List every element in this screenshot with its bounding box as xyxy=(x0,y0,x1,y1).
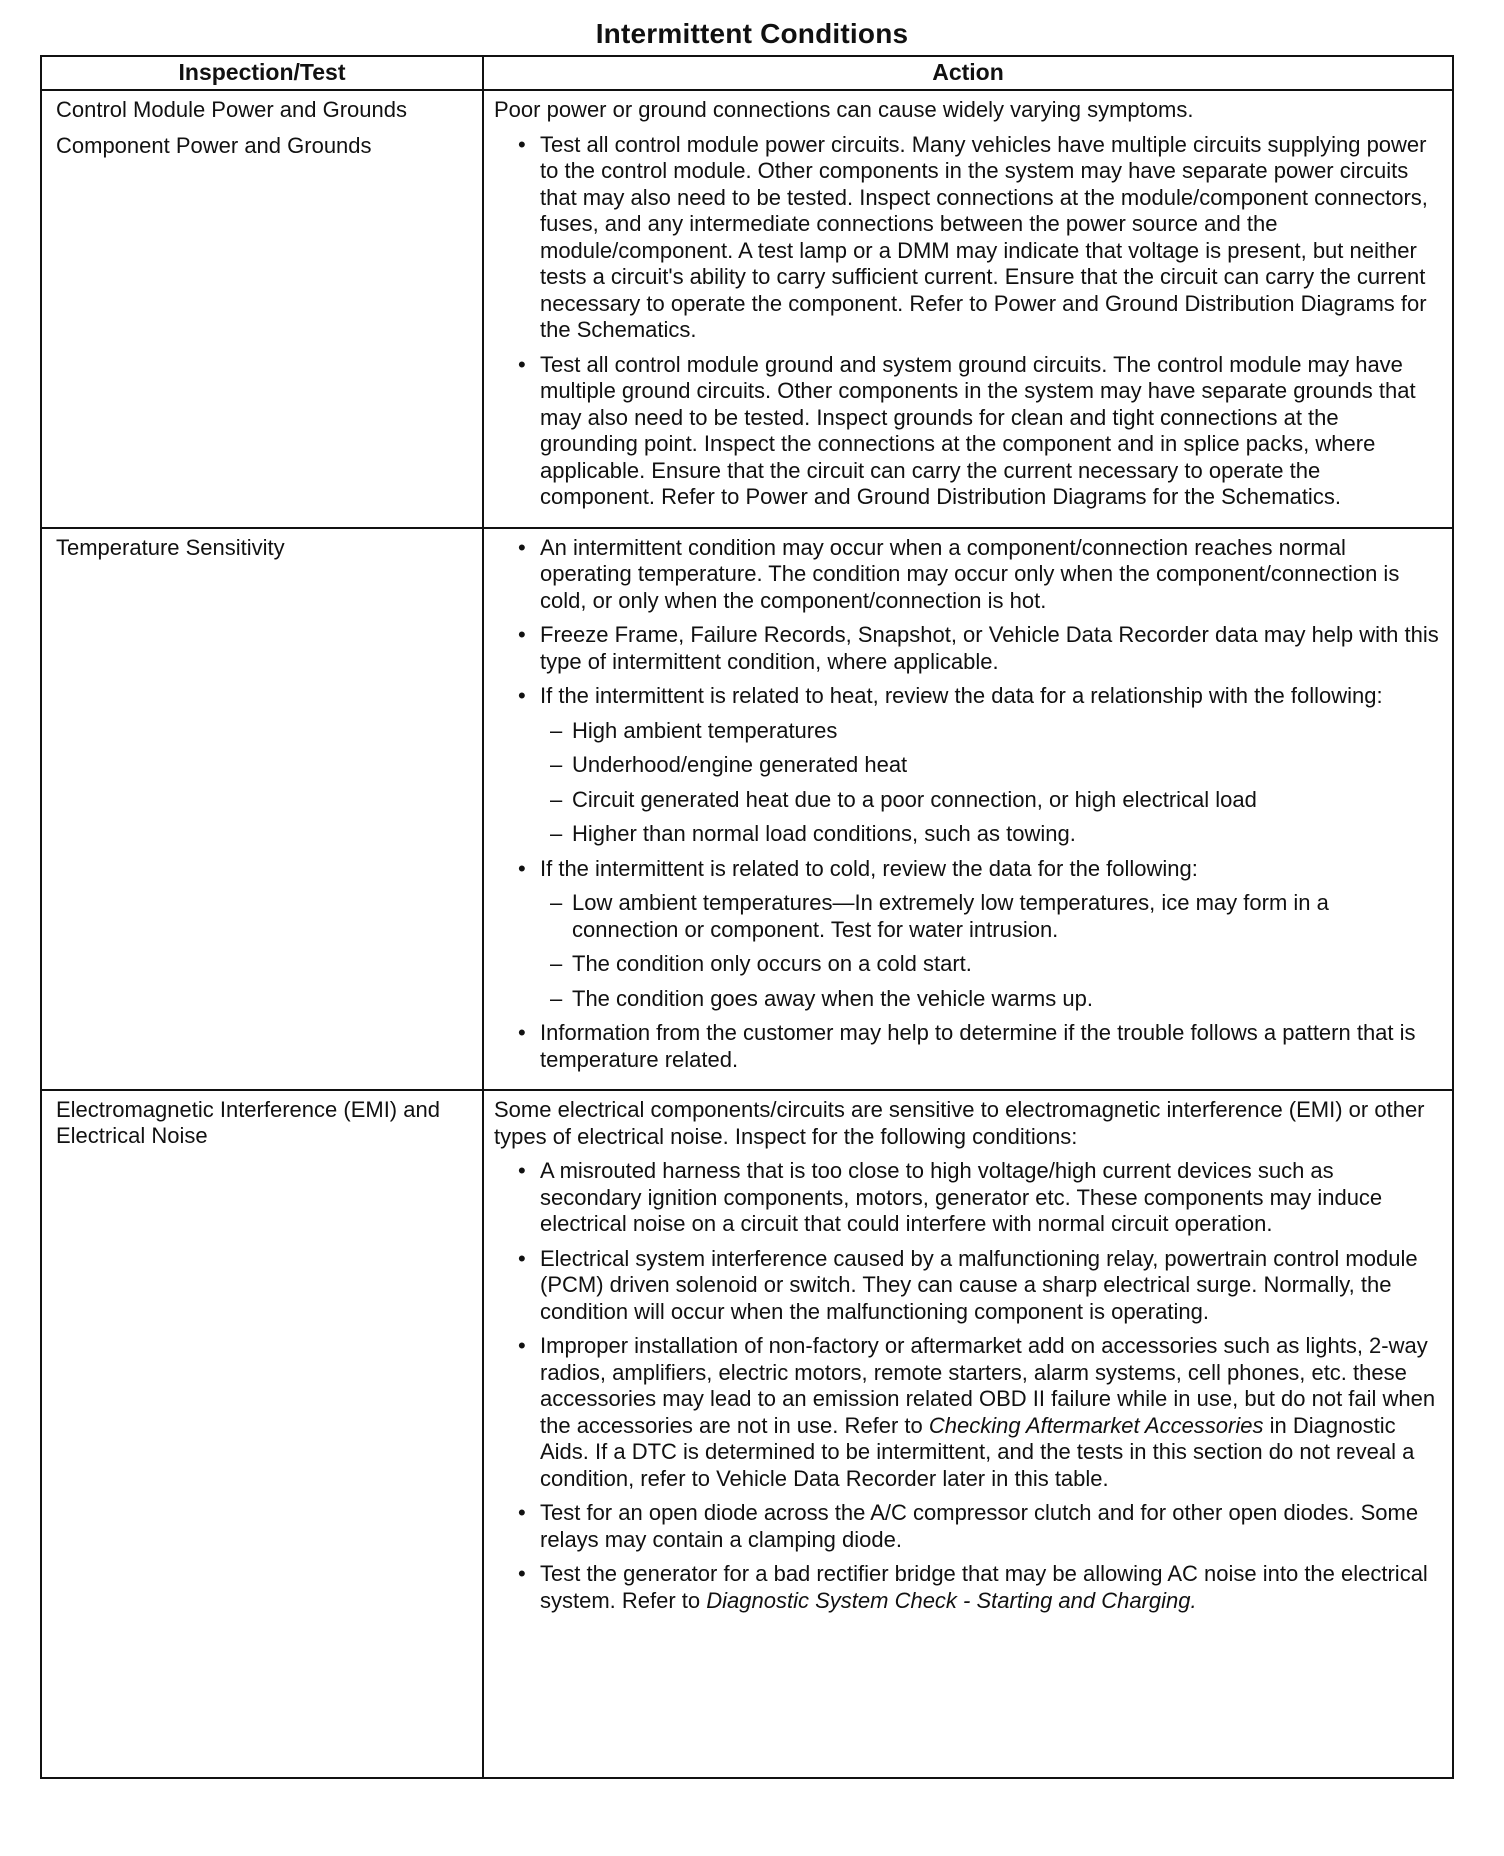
bullet-text: Improper installation of non-factory or aftermarket add on accessories such as lights, 2-way radios, amplifiers, electric motors, remote starters, alarm systems, cell phones, etc. these accessories may lead to an emission related OBD II failure while in use, but do not fail when the accessories are not in use. Refer to xyxy=(540,1333,1436,1438)
bullet-text: in Diagnostic Aids. If a DTC is determined to be intermittent, and the tests in this section do not reveal a condition, refer to Vehicle Data Recorder later in this table. xyxy=(540,1412,1415,1491)
bullet-text: If the intermittent is related to heat, review the data for a relationship with the following: xyxy=(540,683,1383,708)
table-row xyxy=(41,1090,1453,1778)
inspection-cell xyxy=(41,528,483,1091)
sub-item: – Higher than normal load conditions, such as towing. xyxy=(540,821,1440,848)
bullet-item xyxy=(494,856,1440,1013)
action-intro: Poor power or ground connections can cause widely varying symptoms. xyxy=(494,97,1194,122)
test-label: Temperature Sensitivity xyxy=(56,534,285,560)
action-cell xyxy=(483,90,1453,528)
table-header-row xyxy=(41,56,1453,90)
sub-list xyxy=(540,718,1440,848)
inspection-cell xyxy=(41,1090,483,1778)
sub-item: – High ambient temperatures xyxy=(540,718,1440,745)
bullet-text: If the intermittent is related to cold, review the data for the following: xyxy=(540,855,1198,881)
sub-item: – Underhood/engine generated heat xyxy=(540,752,1440,779)
bullet-item: • Test all control module ground and system ground circuits. The control module may have multiple ground circuits. Other components in the system may have separate grounds that may also need to be tested. Inspect grounds for clean and tight connections at the grounding point. Inspect the connections at the component and in splice packs, where applicable. Ensure that the circuit can carry the current necessary to operate the component. Refer to Power and Ground Distribution Diagrams for the Schematics. xyxy=(494,352,1440,511)
bullet-list xyxy=(494,1158,1440,1614)
header-action: Action xyxy=(483,56,1453,90)
reference-link: Checking Aftermarket Accessories xyxy=(928,1412,1264,1438)
bullet-item xyxy=(494,683,1440,848)
test-label: Control Module Power and Grounds xyxy=(56,97,407,122)
bullet-list xyxy=(494,535,1440,1074)
bullet-item: • Electrical system interference caused by a malfunctioning relay, powertrain control module (PCM) driven solenoid or switch. They can cause a sharp electrical surge. Normally, the condition will occur when the malfunctioning component is operating. xyxy=(494,1246,1440,1326)
test-label: Electromagnetic Interference (EMI) and Electrical Noise xyxy=(56,1097,440,1148)
sub-item: – The condition goes away when the vehicle warms up. xyxy=(540,986,1440,1013)
bullet-item: • Test for an open diode across the A/C compressor clutch and for other open diodes. Some relays may contain a clamping diode. xyxy=(494,1500,1440,1553)
action-intro: Some electrical components/circuits are sensitive to electromagnetic interference (EMI) or other types of electrical noise. Inspect for the following conditions: xyxy=(494,1097,1425,1149)
bullet-item: • A misrouted harness that is too close to high voltage/high current devices such as secondary ignition components, motors, generator etc. These components may induce electrical noise on a circuit that could interfere with normal circuit operation. xyxy=(494,1158,1440,1238)
header-inspection-test: Inspection/Test xyxy=(41,56,483,90)
inspection-cell xyxy=(41,90,483,528)
bullet-item: • An intermittent condition may occur when a component/connection reaches normal operating temperature. The condition may occur only when the component/connection is cold, or only when the component/connection is hot. xyxy=(494,535,1440,615)
bullet-list xyxy=(494,132,1440,511)
bullet-item xyxy=(494,1561,1440,1614)
intermittent-conditions-table xyxy=(40,55,1454,1779)
page-title: Intermittent Conditions xyxy=(595,18,909,49)
action-cell xyxy=(483,528,1453,1091)
bullet-text: Test the generator for a bad rectifier bridge that may be allowing AC noise into the electrical system. Refer to xyxy=(540,1561,1428,1613)
bullet-item: • Information from the customer may help to determine if the trouble follows a pattern that is temperature related. xyxy=(494,1020,1440,1073)
sub-list xyxy=(540,890,1440,1012)
bullet-item xyxy=(494,1333,1440,1492)
sub-item: – Low ambient temperatures—In extremely low temperatures, ice may form in a connection or component. Test for water intrusion. xyxy=(540,890,1440,943)
sub-item: – The condition only occurs on a cold start. xyxy=(540,951,1440,978)
bullet-item: • Test all control module power circuits. Many vehicles have multiple circuits supplying power to the control module. Other components in the system may have separate power circuits that may also need to be tested. Inspect connections at the module/component connectors, fuses, and any intermediate connections between the power source and the module/component. A test lamp or a DMM may indicate that voltage is present, but neither tests a circuit's ability to carry sufficient current. Ensure that the circuit can carry the current necessary to operate the component. Refer to Power and Ground Distribution Diagrams for the Schematics. xyxy=(494,132,1440,344)
test-label: Component Power and Grounds xyxy=(56,133,372,158)
sub-item: – Circuit generated heat due to a poor connection, or high electrical load xyxy=(540,787,1440,814)
action-cell xyxy=(483,1090,1453,1778)
table-row xyxy=(41,90,1453,528)
reference-link: Diagnostic System Check - Starting and Charging. xyxy=(706,1587,1197,1613)
bullet-item: • Freeze Frame, Failure Records, Snapshot, or Vehicle Data Recorder data may help with this type of intermittent condition, where applicable. xyxy=(494,622,1440,675)
table-row xyxy=(41,528,1453,1091)
